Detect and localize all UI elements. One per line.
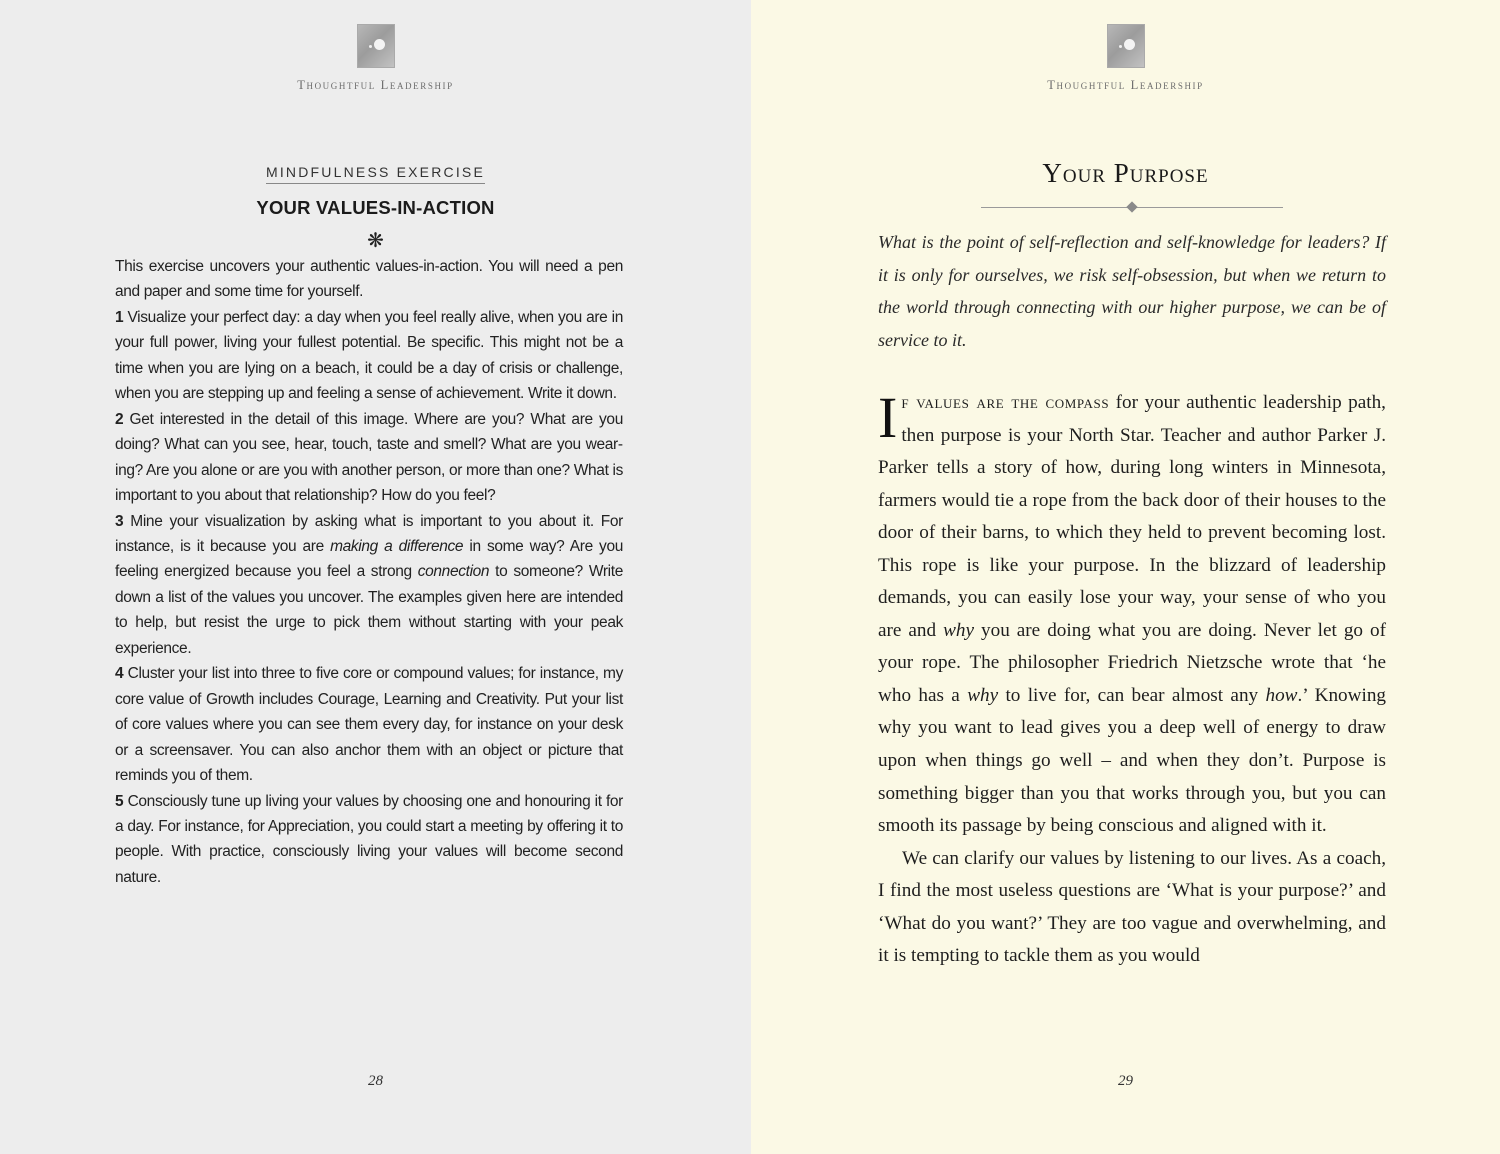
page-number: 29 [1118, 1073, 1133, 1089]
body-emphasis: why [943, 619, 975, 641]
running-head [0, 24, 751, 93]
step-number: 1 [115, 308, 124, 326]
step-text: to someone? Write down a list of the values you uncover. The examples given here are intended to help, but resist the urge to pick them without starting with your peak experience. [115, 563, 624, 657]
exercise-body [115, 254, 623, 890]
exercise-intro: This exercise uncovers your authentic values-in-action. You will need a pen and paper and some time for yourself. [115, 258, 623, 301]
right-page [751, 0, 1500, 1154]
step-number: 5 [115, 792, 124, 810]
body-text [878, 387, 1386, 973]
page-number: 28 [368, 1073, 383, 1089]
body-emphasis: how [1265, 684, 1298, 706]
body-text-run: .’ Knowing why you want to lead gives you a deep well of energy to draw upon when things go well – and when they don’t. Purpose is something bigger than you that works through you, but you can smooth its passage by being conscious and aligned with it. [878, 684, 1387, 837]
flower-ornament-icon: ❋ [367, 228, 384, 252]
moon-shape [1124, 39, 1135, 50]
step-emphasis: making a difference [330, 537, 464, 555]
body-text-run: you are doing what you are doing. Never let go of your rope. The philosopher Friedrich Nietzsche wrote that ‘he who has a [878, 619, 1386, 706]
step-text: Consciously tune up living your values by choosing one and honouring it for a day. For instance, for Appreciation, you could start a meeting by offering it to people. With practice, consciously living your values will become second nature. [115, 792, 623, 886]
step-number: 2 [115, 410, 124, 428]
step-number: 4 [115, 665, 124, 683]
body-emphasis: why [967, 684, 999, 706]
step-text: Mine your visualization by asking what is important to you about it. For instance, is it because you are [115, 512, 623, 555]
chapter-title: Your Purpose [1042, 158, 1209, 188]
running-head-title: Thoughtful Leadership [297, 78, 454, 92]
lead-in: f values are the compass [901, 392, 1110, 413]
body-paragraph [878, 387, 1386, 843]
exercise-step [115, 407, 623, 509]
epigraph: What is the point of self-reflection and self-knowledge for leaders? If it is only for ourselves, we risk self-obsession, but when we return to the world through connecting with our higher purpose, we can be of service to it. [878, 232, 1386, 351]
body-paragraph: We can clarify our values by listening to our lives. As a coach, I find the most useless questions are ‘What is your purpose?’ and ‘What do you want?’ They are too vague and overwhelming, and it is tempting to tackle them as you would [878, 847, 1386, 967]
exercise-title: YOUR VALUES-IN-ACTION [256, 197, 495, 218]
exercise-step [115, 509, 623, 662]
drop-cap: I [878, 385, 898, 450]
diamond-ornament-icon [1126, 201, 1137, 212]
body-text-run: to live for, can bear almost any [998, 684, 1266, 706]
exercise-step [115, 661, 623, 788]
running-head [751, 24, 1500, 93]
step-text: Cluster your list into three to five core or compound values; for instance, my core value of Growth includes Courage, Learning and Creativity. Put your list of core values where you can see them every day, for instance on your desk or a screensaver. You can also anchor them with an object or picture that reminds you of them. [115, 665, 623, 785]
moon-emblem-icon [357, 24, 395, 68]
step-text: in some way? Are you feeling energized because you feel a strong [115, 537, 623, 581]
star-shape [369, 45, 372, 48]
moon-shape [374, 39, 385, 50]
step-number: 3 [115, 512, 124, 530]
body-text-run: for your authentic leadership path, then purpose is your North Star. Teacher and author Parker J. Parker tells a story of how, during long winters in Minnesota, farmers would tie a rope from the back door of their houses to the door of their barns, to which they held to prevent becoming lost. This rope is like your purpose. In the blizzard of leadership demands, you can easily lose your way, your sense of who you are and [878, 392, 1386, 641]
step-text: Get interested in the detail of this image. Where are you? What are you doing? What can you see, hear, touch, taste and smell? What are you wearing? Are you alone or are you with another person, or more than one? What is important to you about that relationship? How do you feel? [115, 410, 623, 505]
step-emphasis: connection [417, 563, 490, 581]
exercise-step [115, 789, 623, 891]
exercise-step [115, 305, 623, 407]
exercise-label: MINDFULNESS EXERCISE [266, 164, 485, 184]
moon-emblem-icon [1107, 24, 1145, 68]
running-head-title: Thoughtful Leadership [1047, 78, 1204, 92]
step-text: Visualize your perfect day: a day when you feel really alive, when you are in your full power, living your fullest potential. Be specific. This might not be a time when you are lying on a beach, it could be a day of crisis or challenge, when you are stepping up and feeling a sense of achievement. Write it down. [115, 308, 623, 403]
exercise-label-wrap [0, 164, 751, 184]
star-shape [1119, 45, 1122, 48]
